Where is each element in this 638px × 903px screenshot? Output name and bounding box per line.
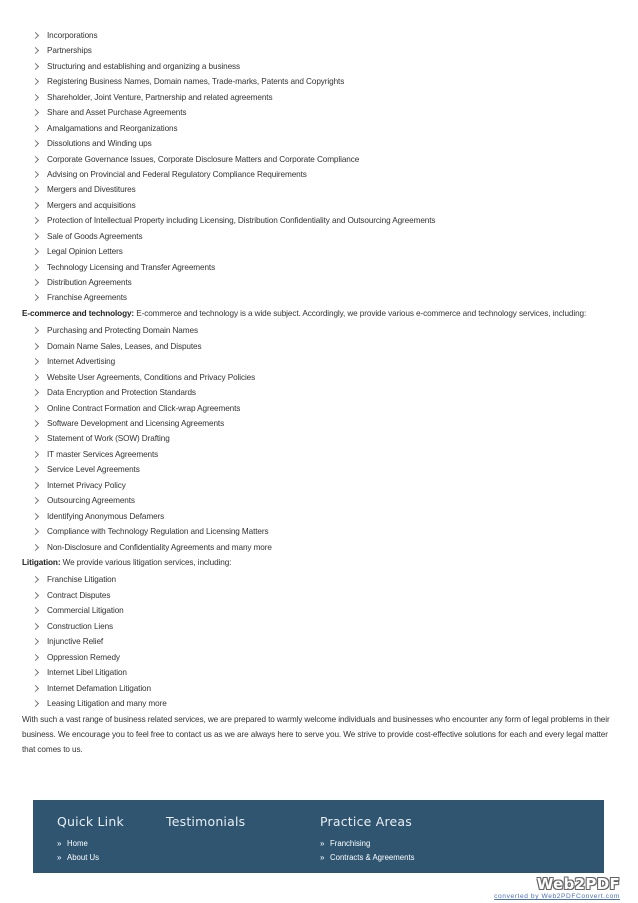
footer-quick-link-title: Quick Link xyxy=(57,814,124,829)
footer-practice-areas xyxy=(320,814,415,865)
list-item xyxy=(22,74,622,89)
list-item-label: Commercial Litigation xyxy=(47,606,124,616)
chevron-right-icon xyxy=(32,638,39,645)
ecommerce-intro: E-commerce and technology is a wide subject. Accordingly, we provide various e-commerce and technology services, including: xyxy=(134,308,587,318)
chevron-right-icon xyxy=(32,497,39,504)
chevron-right-icon xyxy=(32,684,39,691)
ecommerce-heading: E-commerce and technology: xyxy=(22,308,135,318)
list-item-label: Purchasing and Protecting Domain Names xyxy=(47,326,198,336)
list-item xyxy=(22,152,622,167)
list-item xyxy=(22,509,622,524)
chevron-right-icon xyxy=(32,543,39,550)
chevron-right-icon xyxy=(32,171,39,178)
chevron-right-icon xyxy=(32,420,39,427)
chevron-right-icon xyxy=(32,358,39,365)
chevron-right-icon xyxy=(32,466,39,473)
list-item xyxy=(22,136,622,151)
list-item xyxy=(22,696,622,711)
list-item-label: Compliance with Technology Regulation and Licensing Matters xyxy=(47,527,269,537)
list-item-label: Contract Disputes xyxy=(47,590,111,600)
chevron-right-icon xyxy=(32,47,39,54)
list-item-label: Share and Asset Purchase Agreements xyxy=(47,108,187,118)
list-item xyxy=(22,619,622,634)
web2pdf-branding xyxy=(494,876,620,902)
list-item-label: IT master Services Agreements xyxy=(47,449,159,459)
chevron-right-icon xyxy=(32,576,39,583)
list-item xyxy=(22,493,622,508)
list-item xyxy=(22,354,622,369)
double-chevron-icon: » xyxy=(57,839,62,848)
list-item xyxy=(22,665,622,680)
list-item-label: Distribution Agreements xyxy=(47,278,132,287)
litigation-services-list xyxy=(22,572,622,711)
list-item-label: Software Development and Licensing Agreements xyxy=(47,419,225,428)
list-item-label: Partnerships xyxy=(47,46,92,56)
ecommerce-paragraph xyxy=(22,307,622,322)
list-item xyxy=(22,416,622,431)
list-item-label: Identifying Anonymous Defamers xyxy=(47,511,165,521)
list-item xyxy=(22,229,622,244)
chevron-right-icon xyxy=(32,125,39,132)
list-item xyxy=(22,431,622,446)
chevron-right-icon xyxy=(32,607,39,614)
chevron-right-icon xyxy=(32,155,39,162)
list-item xyxy=(22,28,622,43)
list-item xyxy=(22,43,622,58)
chevron-right-icon xyxy=(32,63,39,70)
chevron-right-icon xyxy=(32,186,39,193)
list-item xyxy=(22,524,622,539)
list-item xyxy=(22,370,622,385)
list-item xyxy=(22,213,622,228)
list-item xyxy=(22,59,622,74)
list-item-label: Protection of Intellectual Property including Licensing, Distribution Confidentiality and Outsourcing Agreements xyxy=(47,216,436,226)
site-footer xyxy=(33,800,604,873)
list-item xyxy=(22,634,622,649)
chevron-right-icon xyxy=(32,264,39,271)
chevron-right-icon xyxy=(32,654,39,661)
footer-quick-links xyxy=(57,814,124,865)
list-item xyxy=(22,572,622,587)
list-item xyxy=(22,275,622,290)
double-chevron-icon: » xyxy=(57,853,62,862)
chevron-right-icon xyxy=(32,669,39,676)
list-item-label: Legal Opinion Letters xyxy=(47,247,123,257)
list-item-label: Internet Defamation Litigation xyxy=(47,683,151,693)
closing-paragraph: With such a vast range of business related services, we are prepared to warmly welcome individuals and businesses who encounter any form of legal problems in their business. We encourage you to feel free to contact us as we are always here to serve you. We strive to provide cost-effective solutions for each and every legal matter that comes to us. xyxy=(22,715,610,754)
chevron-right-icon xyxy=(32,700,39,707)
list-item xyxy=(22,385,622,400)
footer-testimonials xyxy=(166,814,245,837)
chevron-right-icon xyxy=(32,435,39,442)
footer-link-about-us[interactable]: » About Us xyxy=(57,851,124,865)
web2pdf-link[interactable]: converted by Web2PDFConvert.com xyxy=(494,893,620,900)
list-item xyxy=(22,447,622,462)
corporate-services-list xyxy=(22,28,622,306)
list-item xyxy=(22,90,622,105)
list-item xyxy=(22,540,622,555)
list-item xyxy=(22,121,622,136)
chevron-right-icon xyxy=(32,233,39,240)
list-item-label: Structuring and establishing and organizing a business xyxy=(47,61,241,71)
list-item xyxy=(22,478,622,493)
list-item xyxy=(22,462,622,477)
list-item xyxy=(22,105,622,120)
footer-practice-areas-title: Practice Areas xyxy=(320,814,412,829)
list-item xyxy=(22,167,622,182)
list-item xyxy=(22,650,622,665)
chevron-right-icon xyxy=(32,94,39,101)
chevron-right-icon xyxy=(32,482,39,489)
page-content xyxy=(22,28,622,757)
list-item-label: Corporate Governance Issues, Corporate Disclosure Matters and Corporate Compliance xyxy=(47,154,360,164)
chevron-right-icon xyxy=(32,294,39,301)
double-chevron-icon: » xyxy=(320,839,325,848)
list-item xyxy=(22,339,622,354)
chevron-right-icon xyxy=(32,451,39,458)
list-item-label: Non-Disclosure and Confidentiality Agreements and many more xyxy=(47,542,272,552)
list-item-label: Shareholder, Joint Venture, Partnership and related agreements xyxy=(47,92,273,102)
list-item-label: Amalgamations and Reorganizations xyxy=(47,123,178,133)
list-item-label: Internet Privacy Policy xyxy=(47,480,126,490)
footer-link-home[interactable]: » Home xyxy=(57,837,124,851)
list-item-label: Oppression Remedy xyxy=(47,652,120,662)
chevron-right-icon xyxy=(32,343,39,350)
list-item xyxy=(22,323,622,338)
footer-link-contracts-agreements[interactable]: » Contracts & Agreements xyxy=(320,851,415,865)
list-item-label: Incorporations xyxy=(47,31,98,40)
list-item-label: Technology Licensing and Transfer Agreements xyxy=(47,262,216,272)
footer-link-franchising[interactable]: » Franchising xyxy=(320,837,415,851)
list-item-label: Construction Liens xyxy=(47,621,114,631)
chevron-right-icon xyxy=(32,248,39,255)
chevron-right-icon xyxy=(32,140,39,147)
chevron-right-icon xyxy=(32,279,39,286)
chevron-right-icon xyxy=(32,374,39,381)
list-item xyxy=(22,198,622,213)
footer-testimonials-title[interactable]: Testimonials xyxy=(166,814,246,829)
chevron-right-icon xyxy=(32,528,39,535)
chevron-right-icon xyxy=(32,78,39,85)
web2pdf-logo: Web2PDF xyxy=(536,875,620,893)
chevron-right-icon xyxy=(32,327,39,334)
list-item-label: Franchise Litigation xyxy=(47,575,116,585)
list-item-label: Mergers and acquisitions xyxy=(47,200,136,210)
list-item-label: Domain Name Sales, Leases, and Disputes xyxy=(47,341,202,351)
ecommerce-services-list xyxy=(22,323,622,555)
list-item-label: Internet Advertising xyxy=(47,357,116,367)
list-item xyxy=(22,588,622,603)
list-item-label: Injunctive Relief xyxy=(47,637,104,647)
list-item xyxy=(22,182,622,197)
list-item xyxy=(22,603,622,618)
chevron-right-icon xyxy=(32,217,39,224)
chevron-right-icon xyxy=(32,592,39,599)
list-item xyxy=(22,290,622,305)
chevron-right-icon xyxy=(32,405,39,412)
list-item-label: Online Contract Formation and Click-wrap Agreements xyxy=(47,403,241,413)
list-item-label: Advising on Provincial and Federal Regulatory Compliance Requirements xyxy=(47,169,307,179)
litigation-intro: We provide various litigation services, including: xyxy=(60,557,232,567)
chevron-right-icon xyxy=(32,202,39,209)
list-item-label: Service Level Agreements xyxy=(47,465,140,475)
chevron-right-icon xyxy=(32,623,39,630)
list-item-label: Leasing Litigation and many more xyxy=(47,698,167,708)
litigation-heading: Litigation: xyxy=(22,557,61,567)
list-item-label: Data Encryption and Protection Standards xyxy=(47,388,196,398)
double-chevron-icon: » xyxy=(320,853,325,862)
list-item xyxy=(22,260,622,275)
list-item-label: Outsourcing Agreements xyxy=(47,496,135,506)
list-item xyxy=(22,681,622,696)
chevron-right-icon xyxy=(32,32,39,39)
list-item-label: Mergers and Divestitures xyxy=(47,185,136,195)
list-item-label: Internet Libel Litigation xyxy=(47,668,127,678)
list-item-label: Website User Agreements, Conditions and Privacy Policies xyxy=(47,372,256,382)
list-item-label: Dissolutions and Winding ups xyxy=(47,139,152,149)
list-item-label: Registering Business Names, Domain names, Trade-marks, Patents and Copyrights xyxy=(47,77,345,87)
list-item-label: Franchise Agreements xyxy=(47,293,127,303)
chevron-right-icon xyxy=(32,513,39,520)
list-item-label: Sale of Goods Agreements xyxy=(47,231,143,241)
list-item xyxy=(22,401,622,416)
list-item xyxy=(22,244,622,259)
chevron-right-icon xyxy=(32,389,39,396)
list-item-label: Statement of Work (SOW) Drafting xyxy=(47,434,170,444)
chevron-right-icon xyxy=(32,109,39,116)
litigation-paragraph xyxy=(22,556,622,571)
